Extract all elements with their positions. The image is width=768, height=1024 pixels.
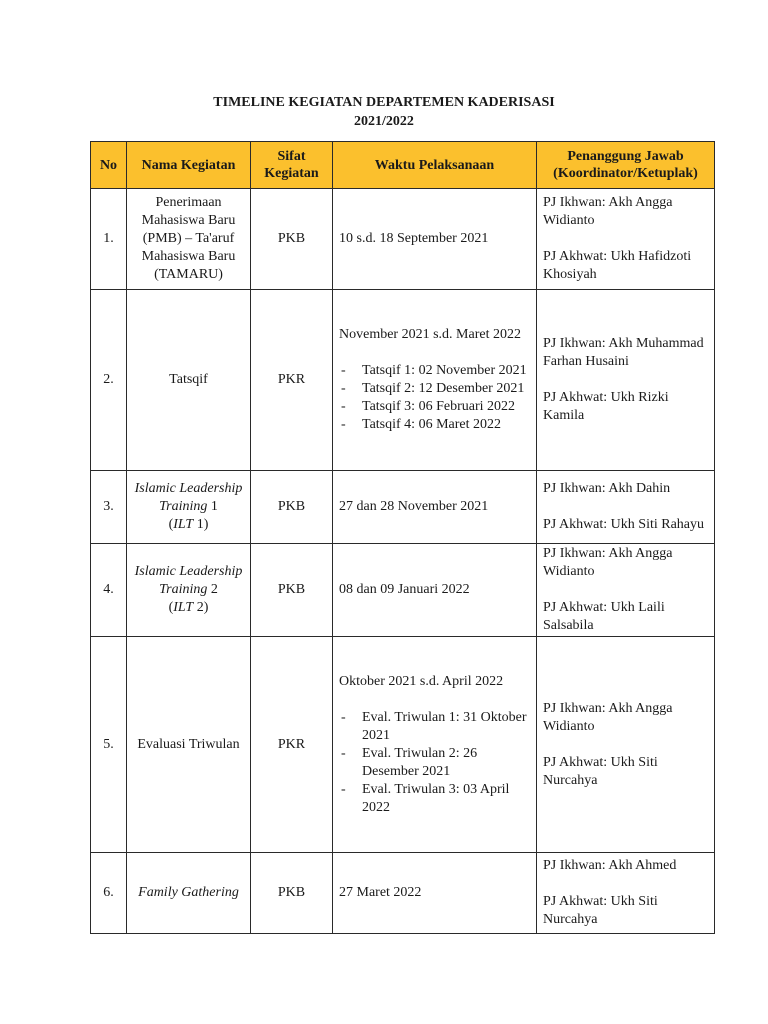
person-in-charge bbox=[537, 290, 715, 471]
pj-akhwat: PJ Akhwat: Ukh Rizki Kamila bbox=[543, 390, 669, 423]
person-in-charge bbox=[537, 853, 715, 934]
activity-name-number: 2 bbox=[207, 582, 218, 597]
schedule bbox=[333, 637, 537, 853]
row-number: 2. bbox=[91, 290, 127, 471]
schedule-list bbox=[339, 709, 530, 817]
pj-ikhwan: PJ Ikhwan: Akh Angga Widianto bbox=[543, 700, 673, 734]
activity-abbr-number: 2 bbox=[193, 600, 204, 615]
schedule-item: - Tatsqif 1: 02 November 2021 bbox=[339, 362, 530, 380]
schedule-item: - Tatsqif 3: 06 Februari 2022 bbox=[339, 398, 530, 416]
schedule-item: - Eval. Triwulan 1: 31 Oktober 2021 bbox=[339, 709, 530, 745]
table-row bbox=[91, 290, 715, 471]
header-waktu-pelaksanaan: Waktu Pelaksanaan bbox=[333, 142, 537, 189]
activity-name-italic: Islamic Leadership Training bbox=[134, 564, 243, 597]
activity-name: Tatsqif bbox=[127, 290, 251, 471]
pj-akhwat: PJ Akhwat: Ukh Hafidzoti Khosiyah bbox=[543, 249, 692, 282]
pj-akhwat: PJ Akhwat: Ukh Laili Salsabila bbox=[543, 600, 665, 633]
activity-name bbox=[127, 853, 251, 934]
activity-type: PKB bbox=[251, 189, 333, 290]
activity-name-italic: Family Gathering bbox=[138, 885, 239, 900]
schedule: 27 Maret 2022 bbox=[333, 853, 537, 934]
activity-type: PKR bbox=[251, 637, 333, 853]
row-number: 5. bbox=[91, 637, 127, 853]
schedule bbox=[333, 290, 537, 471]
person-in-charge bbox=[537, 637, 715, 853]
activity-abbr-number: 1 bbox=[193, 517, 204, 532]
schedule-item: - Tatsqif 4: 06 Maret 2022 bbox=[339, 416, 530, 434]
page-title bbox=[0, 93, 768, 131]
schedule-range: Oktober 2021 s.d. April 2022 bbox=[339, 673, 504, 689]
schedule-range: November 2021 s.d. Maret 2022 bbox=[339, 327, 521, 342]
activity-name: Penerimaan Mahasiswa Baru (PMB) – Ta'aruf Mahasiswa Baru (TAMARU) bbox=[127, 189, 251, 290]
header-nama-kegiatan: Nama Kegiatan bbox=[127, 142, 251, 189]
activity-type: PKB bbox=[251, 853, 333, 934]
activity-name: Evaluasi Triwulan bbox=[127, 637, 251, 853]
table-row bbox=[91, 637, 715, 853]
activity-type: PKR bbox=[251, 290, 333, 471]
schedule: 27 dan 28 November 2021 bbox=[333, 471, 537, 544]
row-number: 6. bbox=[91, 853, 127, 934]
title-line-1: TIMELINE KEGIATAN DEPARTEMEN KADERISASI bbox=[213, 95, 555, 110]
timeline-table bbox=[90, 141, 715, 934]
activity-name-italic: Islamic Leadership Training bbox=[134, 481, 243, 514]
schedule: 10 s.d. 18 September 2021 bbox=[333, 189, 537, 290]
header-sifat-kegiatan: Sifat Kegiatan bbox=[251, 142, 333, 189]
pj-ikhwan: PJ Ikhwan: Akh Muhammad Farhan Husaini bbox=[543, 336, 704, 369]
person-in-charge bbox=[537, 471, 715, 544]
activity-type: PKB bbox=[251, 471, 333, 544]
person-in-charge bbox=[537, 544, 715, 637]
activity-name: Islamic Leadership Training 2 (ILT 2) bbox=[127, 544, 251, 637]
row-number: 3. bbox=[91, 471, 127, 544]
table-row bbox=[91, 471, 715, 544]
activity-abbr-italic: ILT bbox=[173, 600, 194, 615]
activity-name-number: 1 bbox=[207, 499, 218, 514]
schedule: 08 dan 09 Januari 2022 bbox=[333, 544, 537, 637]
schedule-item: - Eval. Triwulan 2: 26 Desember 2021 bbox=[339, 745, 530, 781]
schedule-item: - Tatsqif 2: 12 Desember 2021 bbox=[339, 380, 530, 398]
pj-ikhwan: PJ Ikhwan: Akh Angga Widianto bbox=[543, 195, 673, 228]
activity-name: Islamic Leadership Training 1 (ILT 1) bbox=[127, 471, 251, 544]
pj-ikhwan: PJ Ikhwan: Akh Dahin bbox=[543, 481, 671, 496]
pj-ikhwan: PJ Ikhwan: Akh Ahmed bbox=[543, 858, 677, 873]
table-row bbox=[91, 853, 715, 934]
table-row bbox=[91, 544, 715, 637]
person-in-charge bbox=[537, 189, 715, 290]
row-number: 1. bbox=[91, 189, 127, 290]
row-number: 4. bbox=[91, 544, 127, 637]
table-header-row bbox=[91, 142, 715, 189]
table-row bbox=[91, 189, 715, 290]
pj-akhwat: PJ Akhwat: Ukh Siti Rahayu bbox=[543, 517, 705, 532]
pj-akhwat: PJ Akhwat: Ukh Siti Nurcahya bbox=[543, 754, 658, 788]
header-penanggung-jawab: Penanggung Jawab (Koordinator/Ketuplak) bbox=[537, 142, 715, 189]
activity-abbr-italic: ILT bbox=[173, 517, 194, 532]
schedule-list bbox=[339, 362, 530, 434]
activity-type: PKB bbox=[251, 544, 333, 637]
pj-ikhwan: PJ Ikhwan: Akh Angga Widianto bbox=[543, 546, 673, 579]
title-line-2: 2021/2022 bbox=[354, 114, 414, 129]
pj-akhwat: PJ Akhwat: Ukh Siti Nurcahya bbox=[543, 894, 658, 927]
header-no: No bbox=[91, 142, 127, 189]
schedule-item: - Eval. Triwulan 3: 03 April 2022 bbox=[339, 781, 530, 817]
